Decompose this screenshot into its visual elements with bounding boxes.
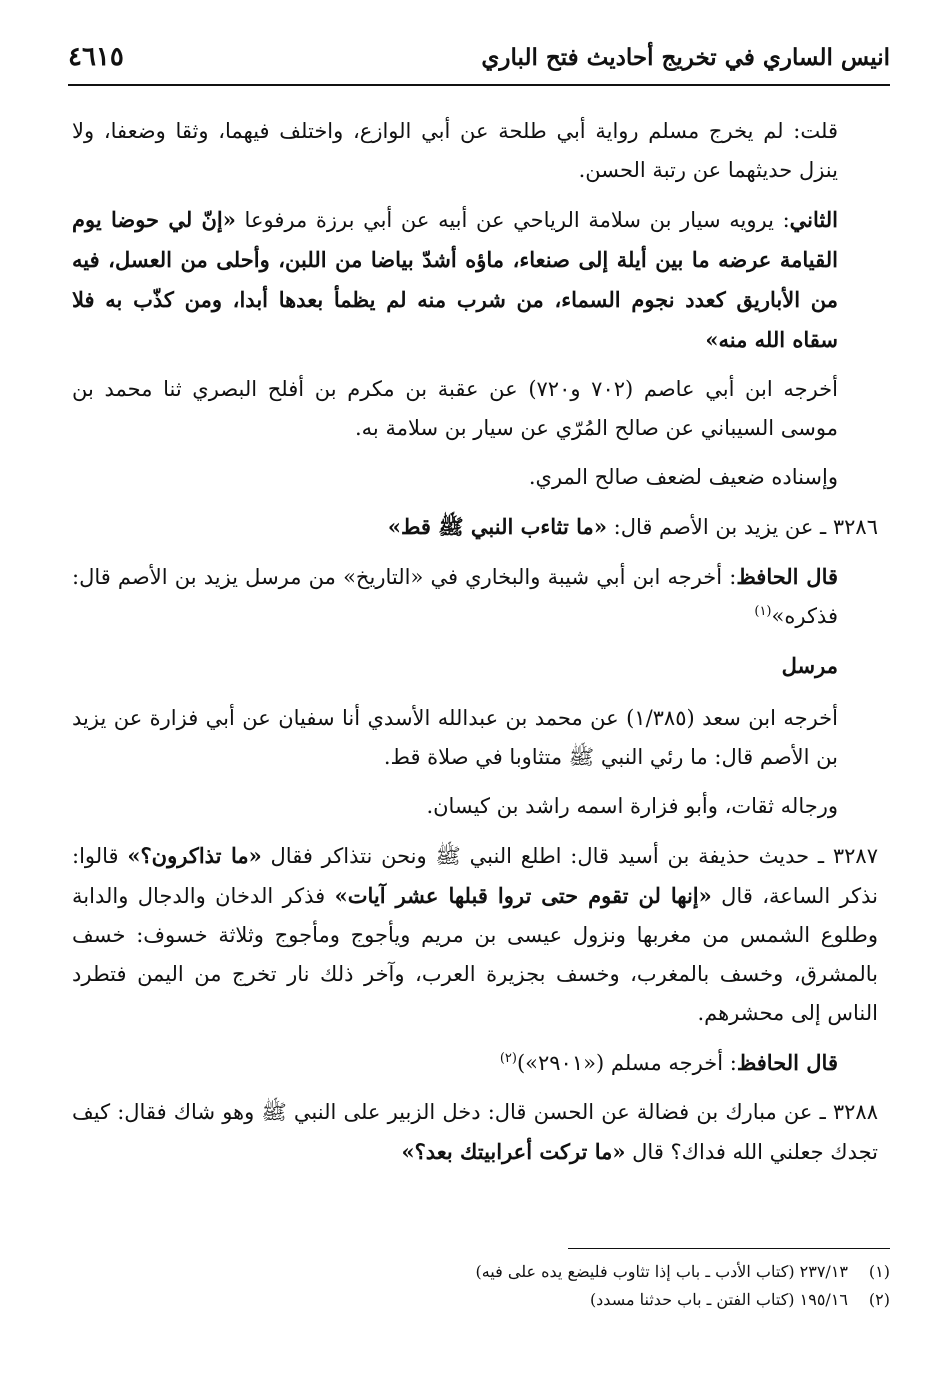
footnote-ref[interactable]: (٢) (499, 1051, 517, 1066)
hadith-quote: «إنّ لي حوضا يوم القيامة عرضه ما بين أيلة إلى صنعاء، ماؤه أشدّ بياضا من اللبن، وأحلى من العسل، فيه من الأباريق كعدد نجوم السماء، من شرب منه لم يظمأ بعدها أبدا، ومن كذّب به فلا سقاه الله منه» (72, 207, 838, 352)
paragraph-takhrij (72, 370, 878, 448)
paragraph-text: ورجاله ثقات، وأبو فزارة اسمه راشد بن كيسان. (426, 794, 838, 818)
hadith-text: حديث حذيفة بن أسيد قال: اطلع النبي ﷺ ونحن نتذاكر فقال (261, 844, 810, 868)
page-number: ٤٦١٥ (68, 42, 124, 72)
paragraph-second-chain (72, 200, 878, 360)
paragraph-hafiz-note (72, 557, 878, 636)
hadith-quote: ما تثاءب النبي ﷺ قط» (387, 514, 594, 539)
paragraph-commentary (72, 112, 878, 190)
paragraph-text: أخرجه ابن أبي عاصم (٧٠٢ و٧٢٠) عن عقبة بن مكرم بن أفلح البصري ثنا محمد بن موسى السيباني عن صالح المُرّي عن سيار بن سلامة به. (72, 377, 838, 440)
book-title: انيس الساري في تخريج أحاديث فتح الباري (481, 44, 890, 71)
hadith-3286 (72, 507, 878, 547)
footnote-ref[interactable]: (١) (754, 604, 772, 619)
paragraph-text: : يرويه سيار بن سلامة الرياحي عن أبيه عن أبي برزة مرفوعا (235, 208, 790, 232)
footnotes (200, 1258, 890, 1314)
footnote-number: (١) (868, 1262, 890, 1281)
paragraph-grading (72, 787, 878, 826)
hadith-quote: «ما تركت أعرابيتك بعد؟» (401, 1139, 626, 1164)
paragraph-text: : أخرجه مسلم («٢٩٠١») (516, 1051, 737, 1075)
running-header (68, 40, 890, 80)
hadith-3287 (72, 836, 878, 1033)
paragraph-hafiz-note (72, 1043, 878, 1083)
hadith-number: ٣٢٨٧ ـ (809, 844, 878, 868)
main-text (72, 112, 878, 1182)
paragraph-text: أخرجه ابن سعد (١/٣٨٥) عن محمد بن عبدالله الأسدي أنا سفيان عن أبي فزارة عن يزيد بن الأصم قال: ما رئي النبي ﷺ متثاوبا في صلاة قط. (72, 706, 839, 769)
header-divider (68, 84, 890, 86)
footnote (200, 1258, 890, 1286)
footnote-text: ٢٣٧/١٣ (كتاب الأدب ـ باب إذا تثاوب فليضع يده على فيه) (475, 1262, 848, 1281)
hadith-text: فذكر الدخان والدجال والدابة وطلوع الشمس من مغربها ونزول عيسى بن مريم ويأجوج ومأجوج وثلاثة خسوف: خسف بالمشرق، وخسف بالمغرب، وخسف بجزيرة العرب، وآخر ذلك نار تخرج من اليمن فتطرد الناس إلى محشرهم. (72, 884, 878, 1025)
paragraph-text: قلت: لم يخرج مسلم رواية أبي طلحة عن أبي الوازع، واختلف فيهما، وثقا وضعفا، ولا ينزل حديثهما عن رتبة الحسن. (72, 119, 838, 182)
footnote-number: (٢) (868, 1290, 890, 1309)
footnote-text: ١٩٥/١٦ (كتاب الفتن ـ باب حدثنا مسدد) (589, 1290, 848, 1309)
hadith-open-quote: « (593, 514, 607, 539)
hadith-text: قالوا: نذكر الساعة، قال (72, 844, 879, 908)
lead-word: قال الحافظ (736, 1050, 838, 1075)
hadith-quote: «إنها لن تقوم حتى تروا قبلها عشر آيات» (334, 883, 712, 908)
hadith-number: ٣٢٨٨ ـ (812, 1100, 878, 1124)
hadith-number: ٣٢٨٦ ـ (813, 515, 878, 539)
paragraph-text: وإسناده ضعيف لضعف صالح المري. (528, 465, 838, 489)
lead-word: قال الحافظ (736, 564, 838, 589)
paragraph-text: : أخرجه ابن أبي شيبة والبخاري في «التاريخ» من مرسل يزيد بن الأصم قال: فذكره» (72, 565, 838, 628)
footnote (200, 1286, 890, 1314)
hadith-text: عن يزيد بن الأصم قال: (606, 515, 814, 539)
hadith-3288 (72, 1093, 878, 1172)
footnote-divider (568, 1248, 890, 1249)
hadith-quote: «ما تذاكرون؟» (127, 843, 262, 868)
paragraph-takhrij (72, 699, 878, 777)
section-heading: مرسل (781, 653, 838, 678)
hadith-text: عن مبارك بن فضالة عن الحسن قال: دخل الزبير على النبي ﷺ وهو شاك فقال: كيف تجدك جعلني الله فداك؟ قال (72, 1100, 878, 1164)
lead-word: الثاني (789, 207, 838, 232)
paragraph-grading (72, 458, 878, 497)
